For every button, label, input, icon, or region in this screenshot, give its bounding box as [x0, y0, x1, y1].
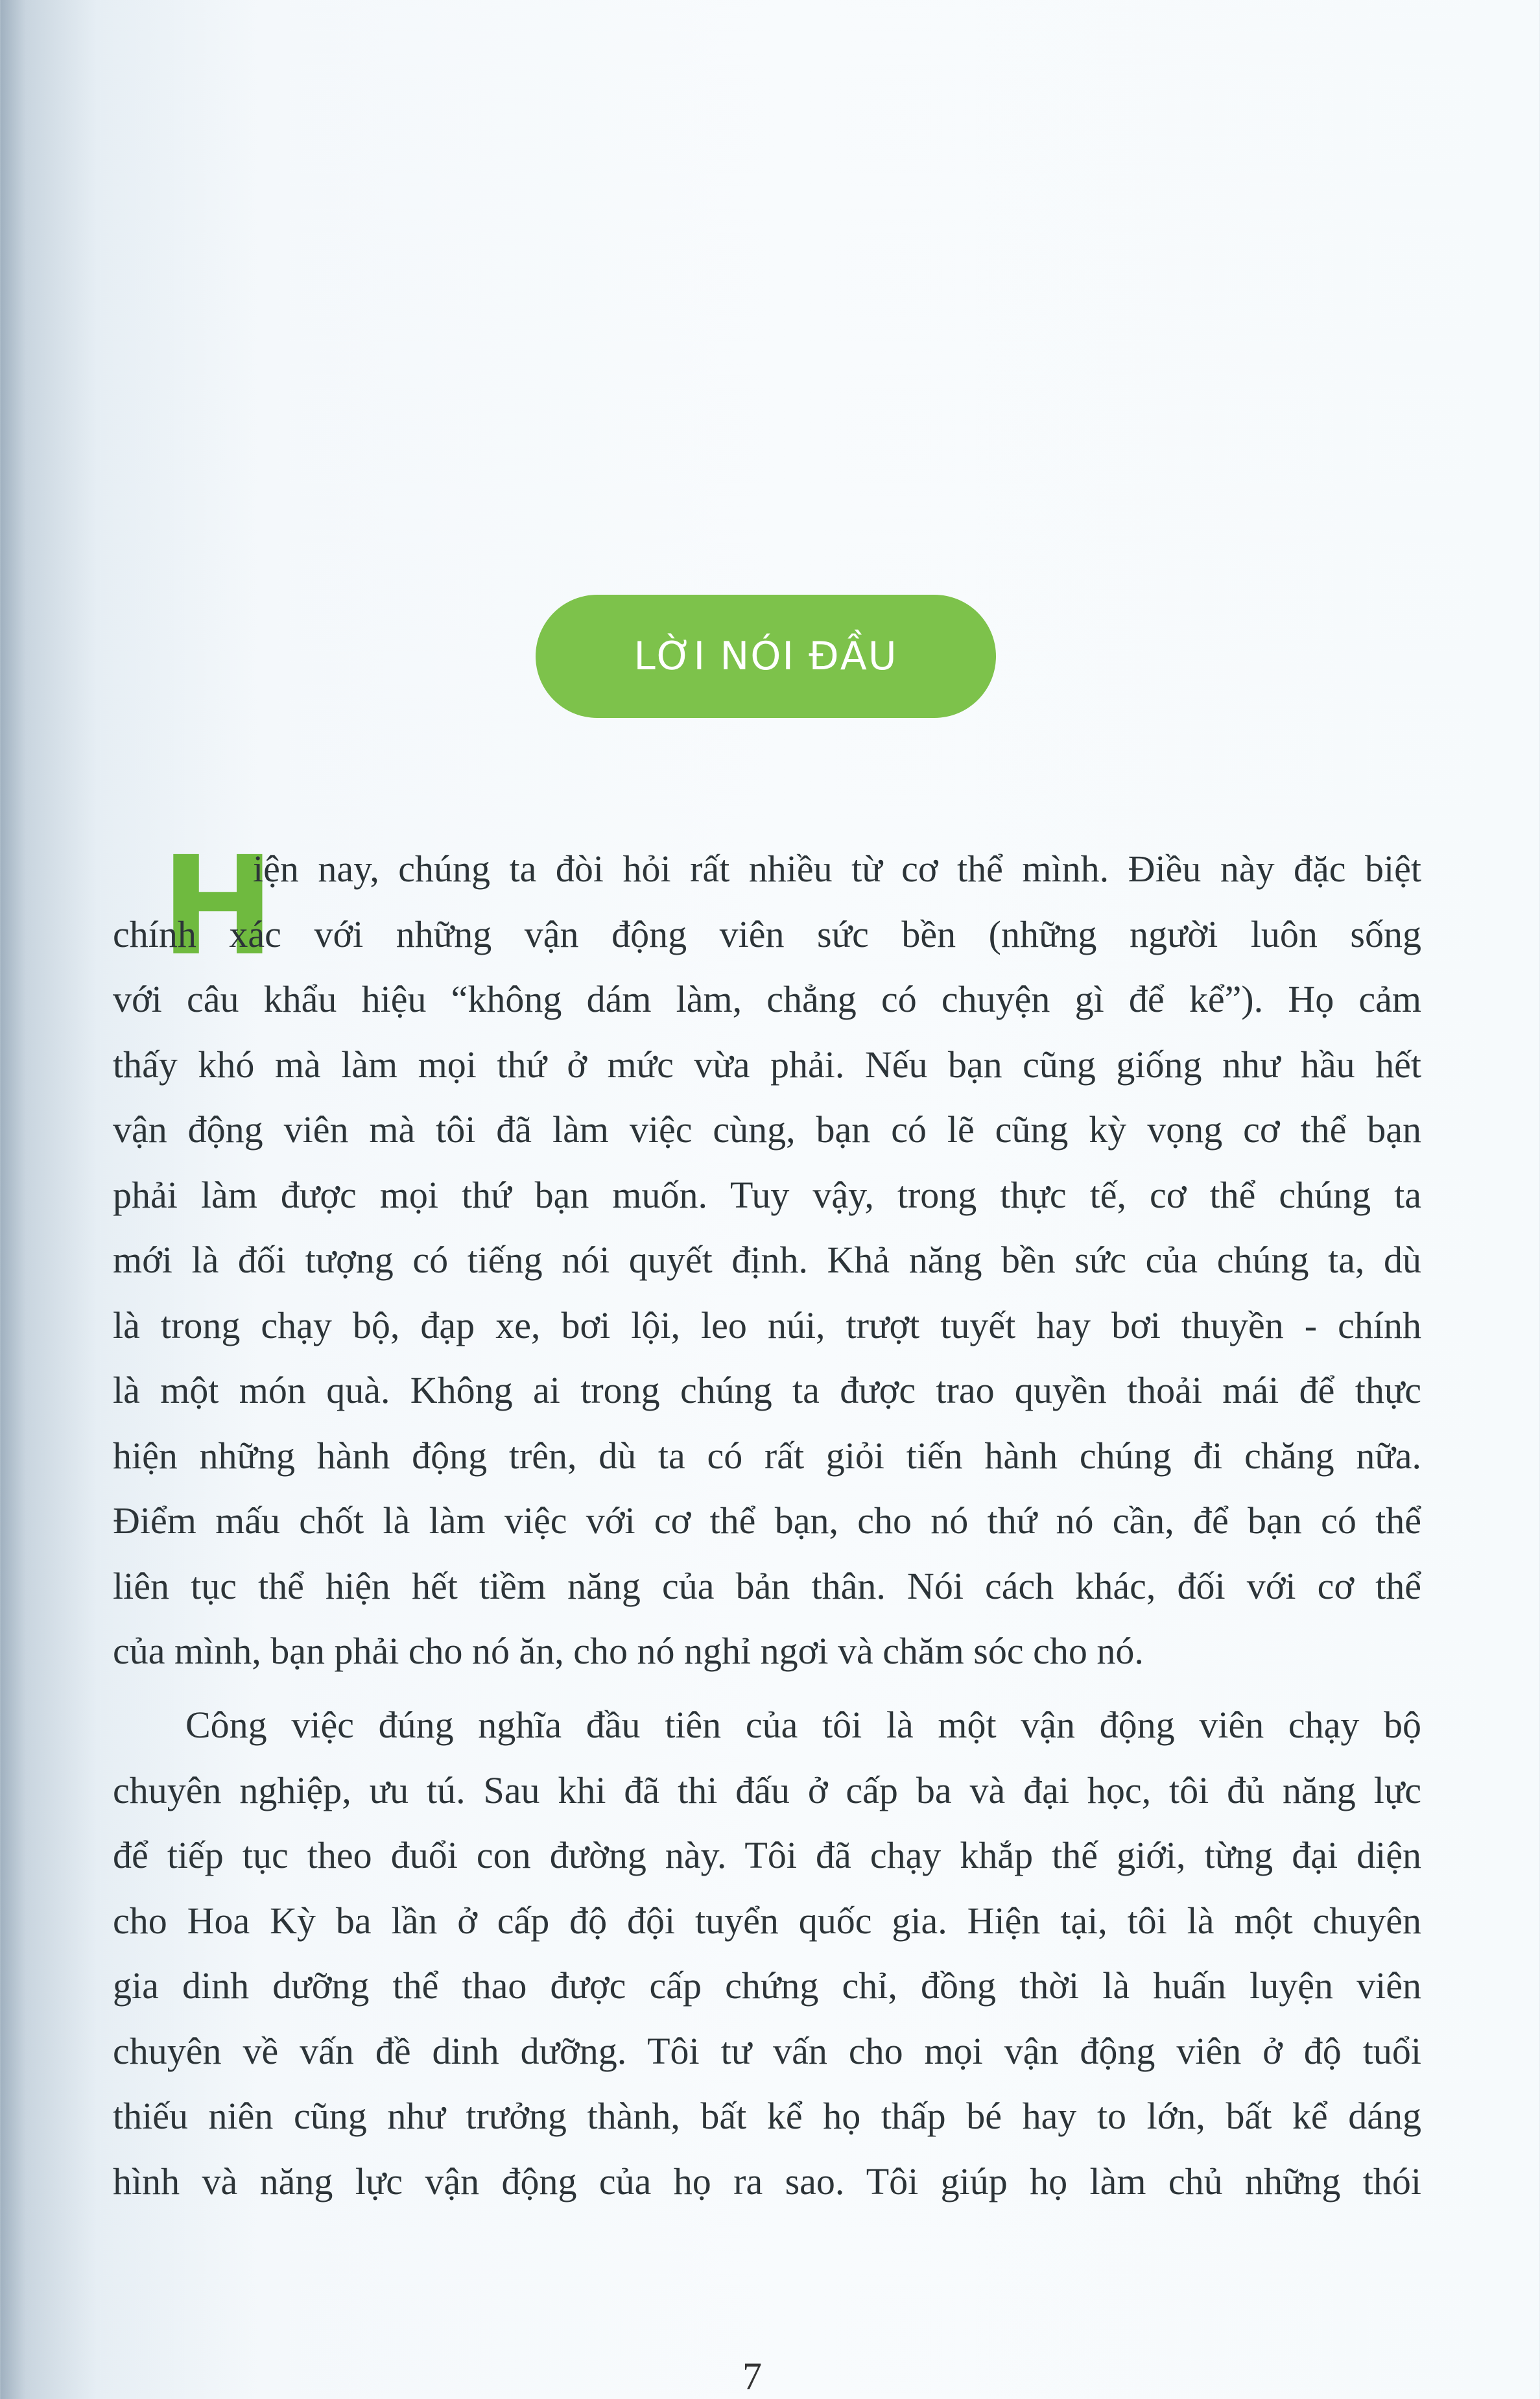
text-line: chính xác với những vận động viên sức bền (những người luôn sống [113, 913, 1421, 955]
text-line: thấy khó mà làm mọi thứ ở mức vừa phải. Nếu bạn cũng giống như hầu hết [113, 1043, 1421, 1086]
paragraph-1 [113, 827, 1421, 1684]
text-line: iện nay, chúng ta đòi hỏi rất nhiều từ cơ thể mình. Điều này đặc biệt [253, 848, 1421, 890]
text-line: cho Hoa Kỳ ba lần ở cấp độ đội tuyển quốc gia. Hiện tại, tôi là một chuyên [113, 1899, 1421, 1942]
text-line: mới là đối tượng có tiếng nói quyết định. Khả năng bền sức của chúng ta, dù [113, 1239, 1421, 1281]
text-line: chuyên về vấn đề dinh dưỡng. Tôi tư vấn cho mọi vận động viên ở độ tuổi [113, 2029, 1421, 2072]
text-line: của mình, bạn phải cho nó ăn, cho nó nghỉ ngơi và chăm sóc cho nó. [113, 1630, 1144, 1672]
text-line: hình và năng lực vận động của họ ra sao. Tôi giúp họ làm chủ những thói [113, 2160, 1421, 2202]
text-line: là một món quà. Không ai trong chúng ta được trao quyền thoải mái để thực [113, 1369, 1421, 1411]
text-line: là trong chạy bộ, đạp xe, bơi lội, leo núi, trượt tuyết hay bơi thuyền - chính [113, 1304, 1421, 1346]
text-line: với câu khẩu hiệu “không dám làm, chẳng có chuyện gì để kể”). Họ cảm [113, 978, 1421, 1020]
text-line: gia dinh dưỡng thể thao được cấp chứng chỉ, đồng thời là huấn luyện viên [113, 1964, 1421, 2007]
chapter-heading: LỜI NÓI ĐẦU [634, 634, 898, 679]
text-line: phải làm được mọi thứ bạn muốn. Tuy vậy, trong thực tế, cơ thể chúng ta [113, 1173, 1421, 1216]
text-line: để tiếp tục theo đuổi con đường này. Tôi đã chạy khắp thế giới, từng đại diện [113, 1834, 1421, 1876]
drop-cap: H [161, 827, 275, 986]
text-line: Công việc đúng nghĩa đầu tiên của tôi là một vận động viên chạy bộ [185, 1704, 1421, 1746]
page-number: 7 [742, 2355, 762, 2398]
text-line: chuyên nghiệp, ưu tú. Sau khi đã thi đấu ở cấp ba và đại học, tôi đủ năng lực [113, 1769, 1421, 1811]
paragraph-2 [113, 1693, 1421, 2214]
text-line: liên tục thể hiện hết tiềm năng của bản thân. Nói cách khác, đối với cơ thể [113, 1564, 1421, 1607]
text-line: Điểm mấu chốt là làm việc với cơ thể bạn, cho nó thứ nó cần, để bạn có thể [113, 1499, 1421, 1542]
chapter-heading-badge [536, 595, 996, 718]
text-line: hiện những hành động trên, dù ta có rất giỏi tiến hành chúng đi chăng nữa. [113, 1434, 1421, 1477]
text-line: vận động viên mà tôi đã làm việc cùng, bạn có lẽ cũng kỳ vọng cơ thể bạn [113, 1108, 1421, 1151]
text-line: thiếu niên cũng như trưởng thành, bất kể họ thấp bé hay to lớn, bất kể dáng [113, 2095, 1421, 2137]
